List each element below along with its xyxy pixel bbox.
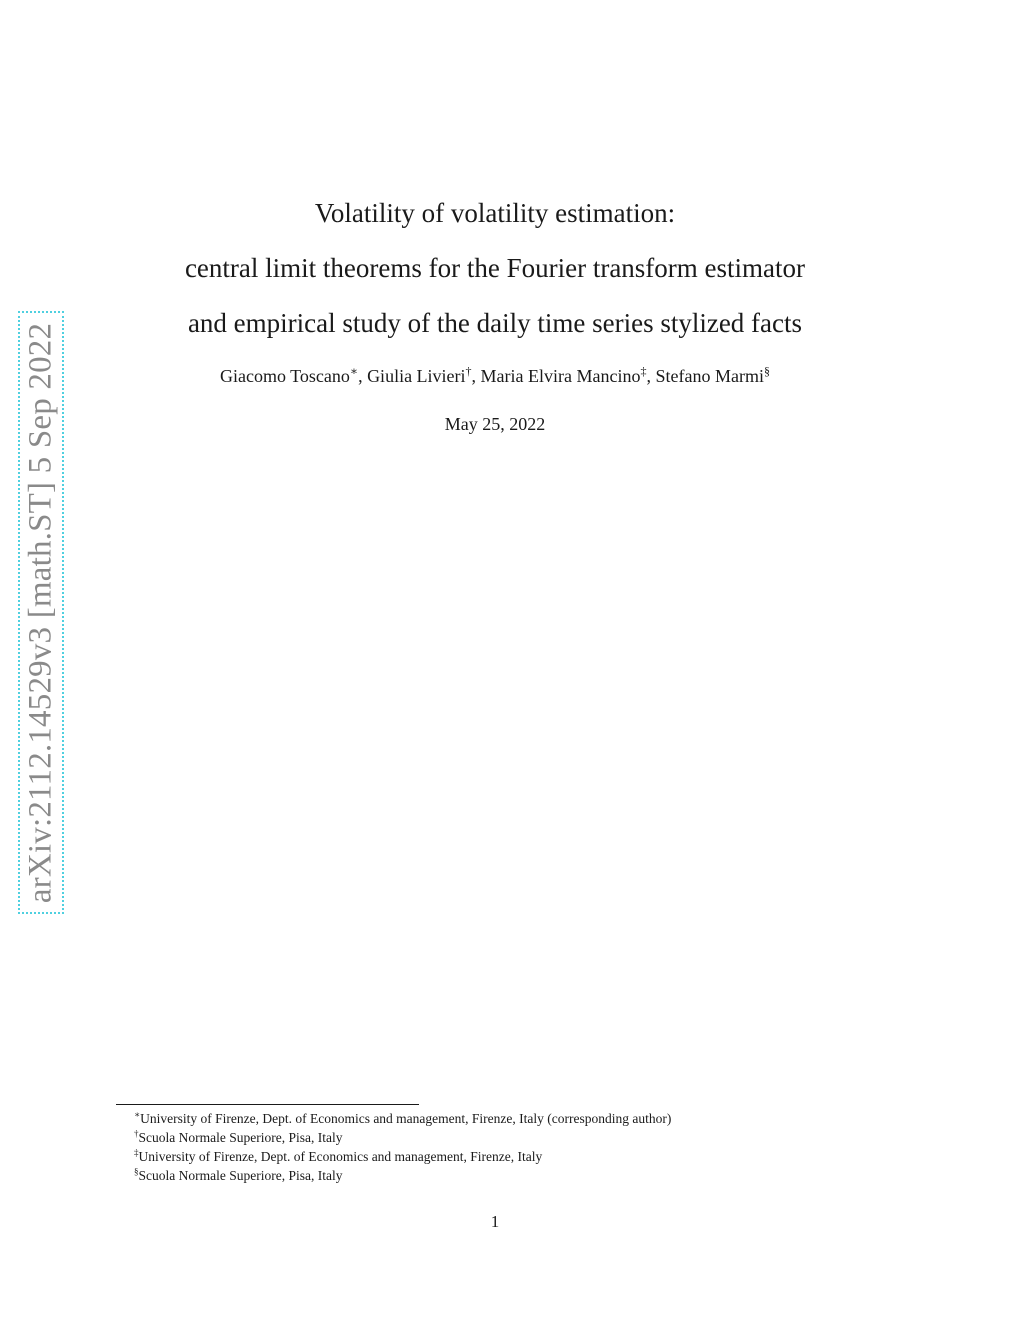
author-4	[656, 366, 770, 386]
author-name: Giacomo Toscano	[220, 366, 350, 386]
title-line-1: Volatility of volatility estimation:	[314, 198, 676, 228]
footnote-divider	[116, 1104, 419, 1105]
title-line-2: central limit theorems for the Fourier transform estimator	[184, 253, 806, 283]
footnote-2	[134, 1128, 894, 1147]
footnote-text: Scuola Normale Superiore, Pisa, Italy	[138, 1130, 343, 1145]
footnote-mark: ∗	[134, 1109, 141, 1120]
author-list	[120, 366, 870, 387]
title-line-3: and empirical study of the daily time series stylized facts	[187, 308, 803, 338]
footnote-3	[134, 1147, 894, 1166]
footnote-1	[134, 1109, 894, 1128]
footnotes	[134, 1109, 894, 1185]
footnote-text: Scuola Normale Superiore, Pisa, Italy	[138, 1168, 343, 1183]
author-1: Giacomo Toscano∗,	[220, 364, 363, 386]
arxiv-identifier-stamp	[18, 311, 64, 914]
author-name: Maria Elvira Mancino	[480, 366, 641, 386]
author-footnote-mark: †	[465, 364, 472, 378]
footnote-text: University of Firenze, Dept. of Economics and management, Firenze, Italy	[138, 1149, 543, 1164]
author-footnote-mark: ∗	[349, 364, 359, 378]
footnote-mark: §	[134, 1166, 139, 1177]
author-name: Giulia Livieri	[367, 366, 466, 386]
page-number: 1	[490, 1212, 500, 1231]
paper-title	[120, 186, 870, 351]
footnote-mark: †	[134, 1128, 139, 1139]
author-name: Stefano Marmi	[655, 366, 764, 386]
author-footnote-mark: §	[763, 364, 770, 378]
footnote-4	[134, 1166, 894, 1185]
footnote-text: University of Firenze, Dept. of Economics and management, Firenze, Italy (corresponding author)	[140, 1111, 672, 1126]
arxiv-identifier-text: arXiv:2112.14529v3 [math.ST] 5 Sep 2022	[22, 322, 59, 903]
author-2: Giulia Livieri†,	[367, 364, 477, 386]
publication-date: May 25, 2022	[444, 414, 546, 434]
footnote-mark: ‡	[134, 1147, 139, 1158]
author-footnote-mark: ‡	[640, 364, 647, 378]
author-3: Maria Elvira Mancino‡,	[480, 364, 651, 386]
